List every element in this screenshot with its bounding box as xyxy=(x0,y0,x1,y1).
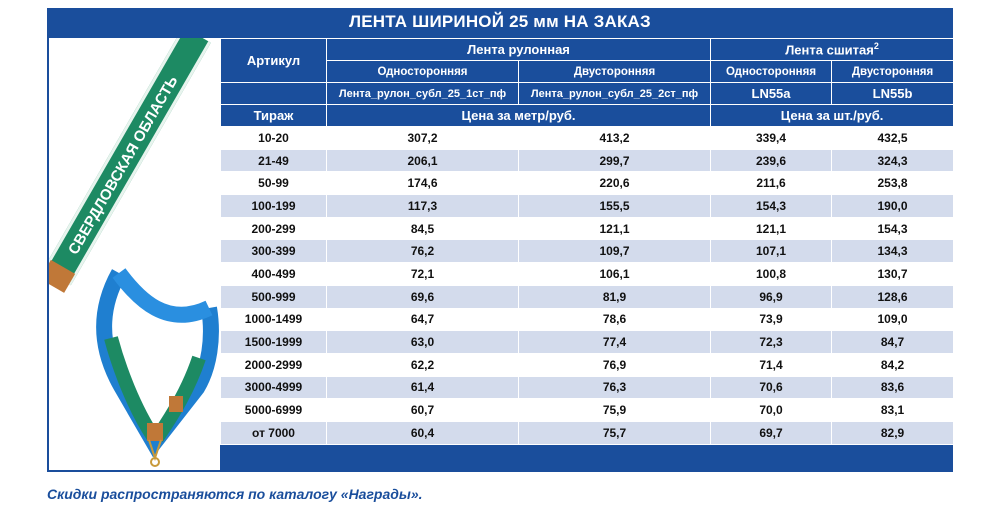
price-cell: 413,2 xyxy=(519,127,711,150)
header-roll: Лента рулонная xyxy=(327,39,711,61)
table-row xyxy=(221,217,954,240)
price-cell: 82,9 xyxy=(832,421,954,444)
price-cell: 190,0 xyxy=(832,195,954,218)
price-cell: 81,9 xyxy=(519,285,711,308)
price-cell: 432,5 xyxy=(832,127,954,150)
price-cell: 130,7 xyxy=(832,263,954,286)
run-cell: 1000-1499 xyxy=(221,308,327,331)
price-cell: 73,9 xyxy=(711,308,832,331)
header-price-piece: Цена за шт./руб. xyxy=(711,105,954,127)
price-rows xyxy=(221,127,954,445)
price-cell: 83,6 xyxy=(832,376,954,399)
table-row xyxy=(221,285,954,308)
table-row xyxy=(221,195,954,218)
price-cell: 109,0 xyxy=(832,308,954,331)
price-cell: 70,0 xyxy=(711,399,832,422)
price-cell: 78,6 xyxy=(519,308,711,331)
price-cell: 134,3 xyxy=(832,240,954,263)
price-table xyxy=(220,38,954,445)
price-cell: 239,6 xyxy=(711,149,832,172)
price-cell: 154,3 xyxy=(832,217,954,240)
price-cell: 72,1 xyxy=(327,263,519,286)
price-cell: 60,7 xyxy=(327,399,519,422)
price-cell: 100,8 xyxy=(711,263,832,286)
price-cell: 154,3 xyxy=(711,195,832,218)
header-roll-two-sided: Двусторонняя xyxy=(519,61,711,83)
price-cell: 84,5 xyxy=(327,217,519,240)
run-cell: 100-199 xyxy=(221,195,327,218)
price-cell: 121,1 xyxy=(519,217,711,240)
price-cell: 64,7 xyxy=(327,308,519,331)
header-roll-one-sided: Односторонняя xyxy=(327,61,519,83)
run-cell: 50-99 xyxy=(221,172,327,195)
footnote-mark: 2 xyxy=(873,41,879,52)
table-row xyxy=(221,353,954,376)
price-cell: 76,9 xyxy=(519,353,711,376)
header-price-meter: Цена за метр/руб. xyxy=(327,105,711,127)
price-cell: 69,6 xyxy=(327,285,519,308)
price-table-frame xyxy=(47,8,953,472)
ribbon-label: СВЕРДЛОВСКАЯ ОБЛАСТЬ xyxy=(65,73,182,258)
emblem-icon-2 xyxy=(147,423,163,441)
price-cell: 117,3 xyxy=(327,195,519,218)
code-sewn-1: LN55a xyxy=(711,83,832,105)
run-cell: 5000-6999 xyxy=(221,399,327,422)
table-row xyxy=(221,376,954,399)
price-cell: 299,7 xyxy=(519,149,711,172)
table-row xyxy=(221,263,954,286)
price-cell: 107,1 xyxy=(711,240,832,263)
price-cell: 77,4 xyxy=(519,331,711,354)
ribbon-illustration xyxy=(49,38,220,470)
price-cell: 174,6 xyxy=(327,172,519,195)
table-row xyxy=(221,399,954,422)
price-cell: 206,1 xyxy=(327,149,519,172)
run-cell: 400-499 xyxy=(221,263,327,286)
header-sewn-two-sided: Двусторонняя xyxy=(832,61,954,83)
price-cell: 307,2 xyxy=(327,127,519,150)
price-cell: 75,9 xyxy=(519,399,711,422)
price-cell: 253,8 xyxy=(832,172,954,195)
price-cell: 61,4 xyxy=(327,376,519,399)
footer-note: Скидки распространяются по каталогу «Награды». xyxy=(47,486,423,502)
price-cell: 83,1 xyxy=(832,399,954,422)
header-article: Артикул xyxy=(221,39,327,83)
price-cell: 155,5 xyxy=(519,195,711,218)
run-cell: 10-20 xyxy=(221,127,327,150)
table-row xyxy=(221,127,954,150)
header-run: Тираж xyxy=(221,105,327,127)
run-cell: 3000-4999 xyxy=(221,376,327,399)
run-cell: 200-299 xyxy=(221,217,327,240)
emblem-icon-3 xyxy=(169,396,183,412)
price-cell: 76,2 xyxy=(327,240,519,263)
price-cell: 96,9 xyxy=(711,285,832,308)
table-title: ЛЕНТА ШИРИНОЙ 25 мм НА ЗАКАЗ xyxy=(349,12,651,31)
table-row xyxy=(221,240,954,263)
price-cell: 71,4 xyxy=(711,353,832,376)
price-cell: 128,6 xyxy=(832,285,954,308)
code-roll-1: Лента_рулон_субл_25_1ст_пф xyxy=(327,83,519,105)
price-cell: 84,2 xyxy=(832,353,954,376)
price-cell: 211,6 xyxy=(711,172,832,195)
header-sewn: Лента сшитая$^2$ xyxy=(711,39,954,61)
table-row xyxy=(221,172,954,195)
run-cell: 2000-2999 xyxy=(221,353,327,376)
price-cell: 324,3 xyxy=(832,149,954,172)
run-cell: 21-49 xyxy=(221,149,327,172)
price-cell: 220,6 xyxy=(519,172,711,195)
price-cell: 339,4 xyxy=(711,127,832,150)
ribbon-image xyxy=(49,38,220,470)
run-cell: 300-399 xyxy=(221,240,327,263)
price-cell: 75,7 xyxy=(519,421,711,444)
code-sewn-2: LN55b xyxy=(832,83,954,105)
price-cell: 70,6 xyxy=(711,376,832,399)
table-row xyxy=(221,308,954,331)
price-cell: 62,2 xyxy=(327,353,519,376)
price-cell: 84,7 xyxy=(832,331,954,354)
run-cell: 1500-1999 xyxy=(221,331,327,354)
run-cell: 500-999 xyxy=(221,285,327,308)
price-cell: 63,0 xyxy=(327,331,519,354)
table-row xyxy=(221,421,954,444)
header-article-empty xyxy=(221,83,327,105)
price-cell: 109,7 xyxy=(519,240,711,263)
code-roll-2: Лента_рулон_субл_25_2ст_пф xyxy=(519,83,711,105)
run-cell: от 7000 xyxy=(221,421,327,444)
price-cell: 69,7 xyxy=(711,421,832,444)
price-cell: 76,3 xyxy=(519,376,711,399)
price-cell: 60,4 xyxy=(327,421,519,444)
price-cell: 72,3 xyxy=(711,331,832,354)
price-cell: 106,1 xyxy=(519,263,711,286)
table-row xyxy=(221,331,954,354)
table-row xyxy=(221,149,954,172)
price-cell: 121,1 xyxy=(711,217,832,240)
header-sewn-one-sided: Односторонняя xyxy=(711,61,832,83)
